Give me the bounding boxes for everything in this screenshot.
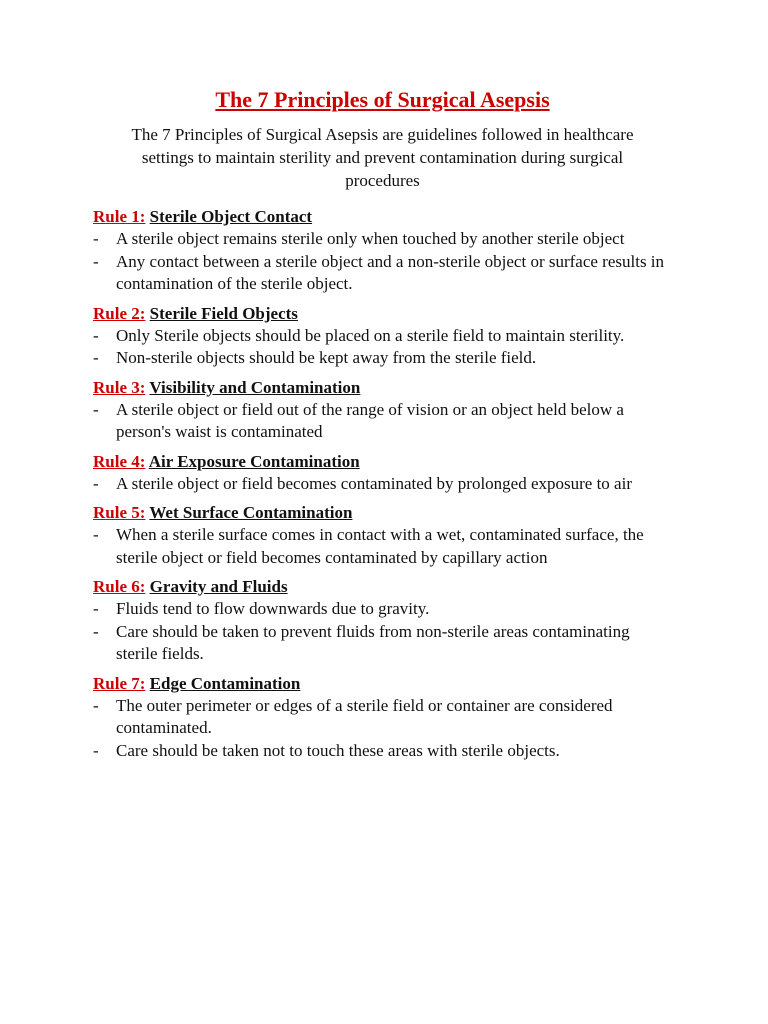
rule-number: Rule 2: [93,303,146,323]
rule-heading [93,206,672,228]
rule-title: Air Exposure Contamination [148,451,360,471]
document-intro: The 7 Principles of Surgical Asepsis are guidelines followed in healthcare settings to maintain sterility and prevent contamination during surgical procedures [131,125,634,190]
rule-bullet-list [93,598,672,666]
rule-number: Rule 7: [93,673,146,693]
rule-bullet-list [93,695,672,763]
rule-section [93,673,672,763]
rule-bullet: - Any contact between a sterile object and a non-sterile object or surface results in contamination of the sterile object. [93,251,672,296]
rule-number: Rule 1: [93,207,146,226]
rule-bullet: - Care should be taken not to touch these areas with sterile objects. [93,740,672,763]
rule-bullet: - A sterile object remains sterile only when touched by another sterile object [93,228,672,251]
rule-title: Edge Contamination [149,673,301,693]
rule-title: Visibility and Contamination [149,377,361,397]
rule-bullet: - Care should be taken to prevent fluids from non-sterile areas contaminating sterile fields. [93,621,672,666]
rule-section [93,303,672,370]
rule-heading [93,377,672,399]
rule-title: Sterile Object Contact [149,207,313,226]
rule-section [93,502,672,569]
rule-section [93,206,672,296]
rule-title: Wet Surface Contamination [149,503,353,522]
rule-heading [93,502,672,524]
rule-bullet-list [93,228,672,296]
rule-bullet: - Only Sterile objects should be placed on a sterile field to maintain sterility. [93,325,672,348]
rule-bullet-list [93,524,672,569]
rule-bullet: - The outer perimeter or edges of a sterile field or container are considered contaminated. [93,695,672,740]
rule-heading [93,451,672,473]
rule-heading [93,303,672,325]
rule-bullet: - A sterile object or field out of the range of vision or an object held below a person's waist is contaminated [93,399,672,444]
rule-heading [93,576,672,598]
rule-bullet-list [93,399,672,444]
rule-section [93,377,672,444]
rules-list [93,206,672,762]
rule-bullet-list [93,325,672,370]
rule-section [93,451,672,496]
rule-number: Rule 3: [93,377,146,397]
rule-bullet: - A sterile object or field becomes contaminated by prolonged exposure to air [93,473,672,496]
rule-bullet-list [93,473,672,496]
rule-bullet: - When a sterile surface comes in contact with a wet, contaminated surface, the sterile object or field becomes contaminated by capillary action [93,524,672,569]
rule-bullet: - Non-sterile objects should be kept away from the sterile field. [93,347,672,370]
rule-title: Sterile Field Objects [149,303,298,323]
rule-title: Gravity and Fluids [149,577,288,596]
rule-section [93,576,672,666]
rule-number: Rule 5: [93,503,146,522]
rule-bullet: - Fluids tend to flow downwards due to gravity. [93,598,672,621]
rule-heading [93,673,672,695]
document-title: The 7 Principles of Surgical Asepsis [215,87,550,112]
rule-number: Rule 6: [93,577,146,596]
rule-number: Rule 4: [93,451,146,471]
